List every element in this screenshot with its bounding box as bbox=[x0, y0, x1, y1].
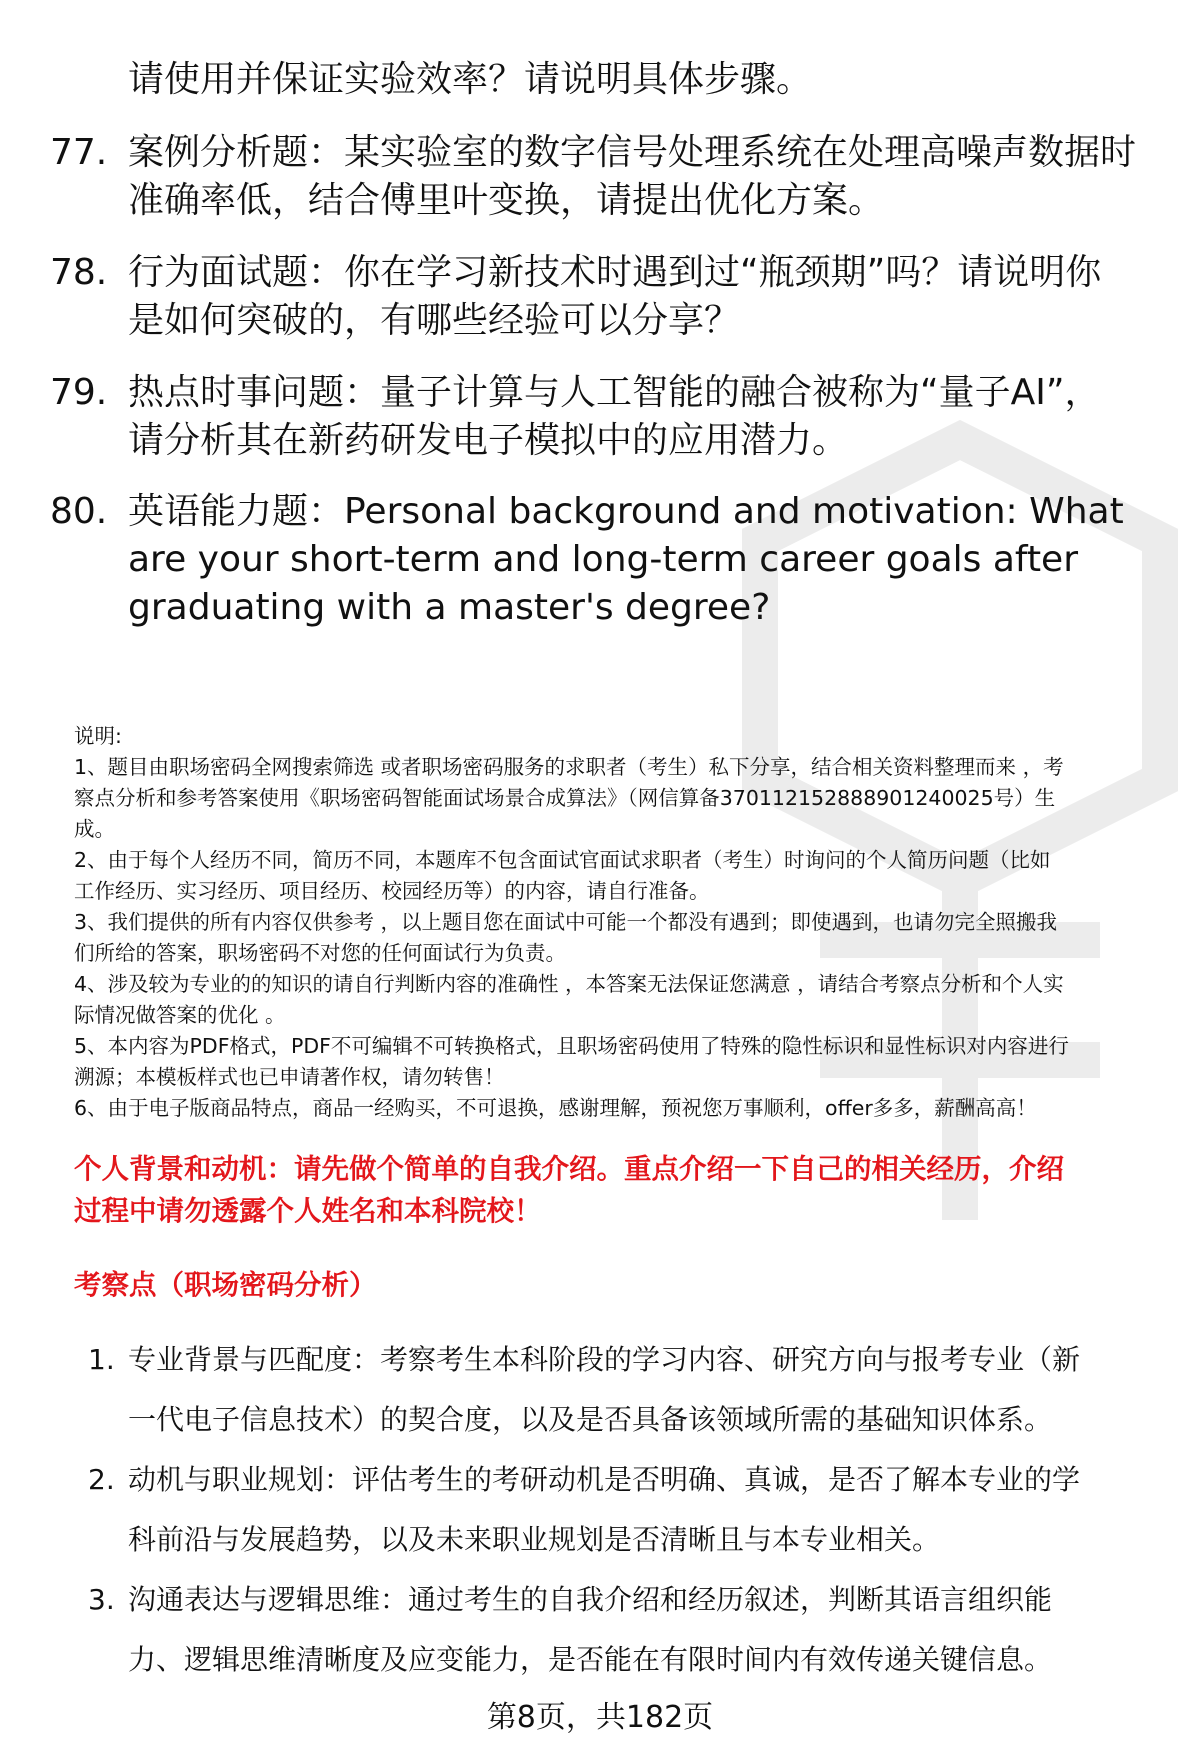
notes-line: 1、题目由职场密码全网搜索筛选 或者职场密码服务的求职者（考生）私下分享，结合相关资料整理而来 ，考 bbox=[74, 755, 1064, 779]
point-number: 1. bbox=[88, 1343, 115, 1376]
notes-line: 察点分析和参考答案使用《职场密码智能面试场景合成算法》（网信算备370112152888901240025号）生 bbox=[74, 786, 1056, 810]
question-text bbox=[128, 488, 1148, 632]
heading-line: 个人背景和动机：请先做个简单的自我介绍。重点介绍一下自己的相关经历，介绍 bbox=[74, 1153, 1064, 1185]
question-text bbox=[128, 129, 1148, 225]
notes-line: 4、涉及较为专业的的知识的请自行判断内容的准确性 ，本答案无法保证您满意 ，请结合考察点分析和个人实 bbox=[74, 972, 1064, 996]
question-line: 请分析其在新药研发电子模拟中的应用潜力。 bbox=[128, 420, 849, 461]
question-number: 80. bbox=[50, 491, 108, 532]
point-text bbox=[128, 1450, 1148, 1570]
disclaimer-notes bbox=[74, 721, 1164, 1124]
point-line: 一代电子信息技术）的契合度，以及是否具备该领域所需的基础知识体系。 bbox=[128, 1403, 1053, 1436]
question-number: 79. bbox=[50, 372, 108, 413]
question-line: 英语能力题：Personal background and motivation: What bbox=[128, 491, 1124, 532]
point-line: 科前沿与发展趋势，以及未来职业规划是否清晰且与本专业相关。 bbox=[128, 1523, 941, 1556]
question-line: 案例分析题：某实验室的数字信号处理系统在处理高噪声数据时 bbox=[128, 132, 1137, 173]
question-line: are your short-term and long-term career goals after bbox=[128, 539, 1079, 580]
notes-line: 工作经历、实习经历、项目经历、校园经历等）的内容，请自行准备。 bbox=[74, 879, 710, 903]
background-question-heading bbox=[74, 1148, 1154, 1232]
notes-line: 际情况做答案的优化 。 bbox=[74, 1003, 286, 1027]
point-line: 沟通表达与逻辑思维：通过考生的自我介绍和经历叙述，判断其语言组织能 bbox=[128, 1583, 1053, 1616]
question-line: 行为面试题：你在学习新技术时遇到过“瓶颈期”吗？请说明你 bbox=[128, 252, 1102, 293]
question-line: 是如何突破的，有哪些经验可以分享？ bbox=[128, 300, 741, 341]
point-number: 2. bbox=[88, 1463, 115, 1496]
notes-line: 成。 bbox=[74, 817, 115, 841]
notes-line: 们所给的答案，职场密码不对您的任何面试行为负责。 bbox=[74, 941, 566, 965]
question-line: graduating with a master's degree? bbox=[128, 587, 771, 628]
notes-line: 2、由于每个人经历不同，简历不同，本题库不包含面试官面试求职者（考生）时询问的个人简历问题（比如 bbox=[74, 848, 1051, 872]
notes-line: 5、本内容为PDF格式，PDF不可编辑不可转换格式，且职场密码使用了特殊的隐性标识和显性标识对内容进行 bbox=[74, 1034, 1069, 1058]
heading-line: 过程中请勿透露个人姓名和本科院校！ bbox=[74, 1195, 542, 1227]
question-number: 78. bbox=[50, 252, 108, 293]
point-line: 动机与职业规划：评估考生的考研动机是否明确、真诚，是否了解本专业的学 bbox=[128, 1463, 1081, 1496]
notes-line: 6、由于电子版商品特点，商品一经购买，不可退换，感谢理解，预祝您万事顺利，offer多多，薪酬高高！ bbox=[74, 1096, 1037, 1120]
point-text bbox=[128, 1330, 1148, 1450]
analysis-heading: 考察点（职场密码分析） bbox=[74, 1269, 377, 1301]
question-number: 77. bbox=[50, 132, 108, 173]
point-text bbox=[128, 1570, 1148, 1690]
question-line: 请使用并保证实验效率？请说明具体步骤。 bbox=[128, 59, 813, 100]
question-text bbox=[128, 56, 1148, 104]
notes-line: 3、我们提供的所有内容仅供参考 ，以上题目您在面试中可能一个都没有遇到；即使遇到，也请勿完全照搬我 bbox=[74, 910, 1058, 934]
point-number: 3. bbox=[88, 1583, 115, 1616]
notes-line: 说明: bbox=[74, 724, 122, 748]
question-line: 准确率低，结合傅里叶变换，请提出优化方案。 bbox=[128, 180, 885, 221]
notes-line: 溯源；本模板样式也已申请著作权，请勿转售！ bbox=[74, 1065, 505, 1089]
point-line: 专业背景与匹配度：考察考生本科阶段的学习内容、研究方向与报考专业（新 bbox=[128, 1343, 1081, 1376]
point-line: 力、逻辑思维清晰度及应变能力，是否能在有限时间内有效传递关键信息。 bbox=[128, 1643, 1053, 1676]
page-footer: 第8页，共182页 bbox=[486, 1700, 714, 1735]
question-text bbox=[128, 249, 1148, 345]
question-line: 热点时事问题：量子计算与人工智能的融合被称为“量子AI”， bbox=[128, 372, 1101, 413]
question-text bbox=[128, 369, 1148, 465]
